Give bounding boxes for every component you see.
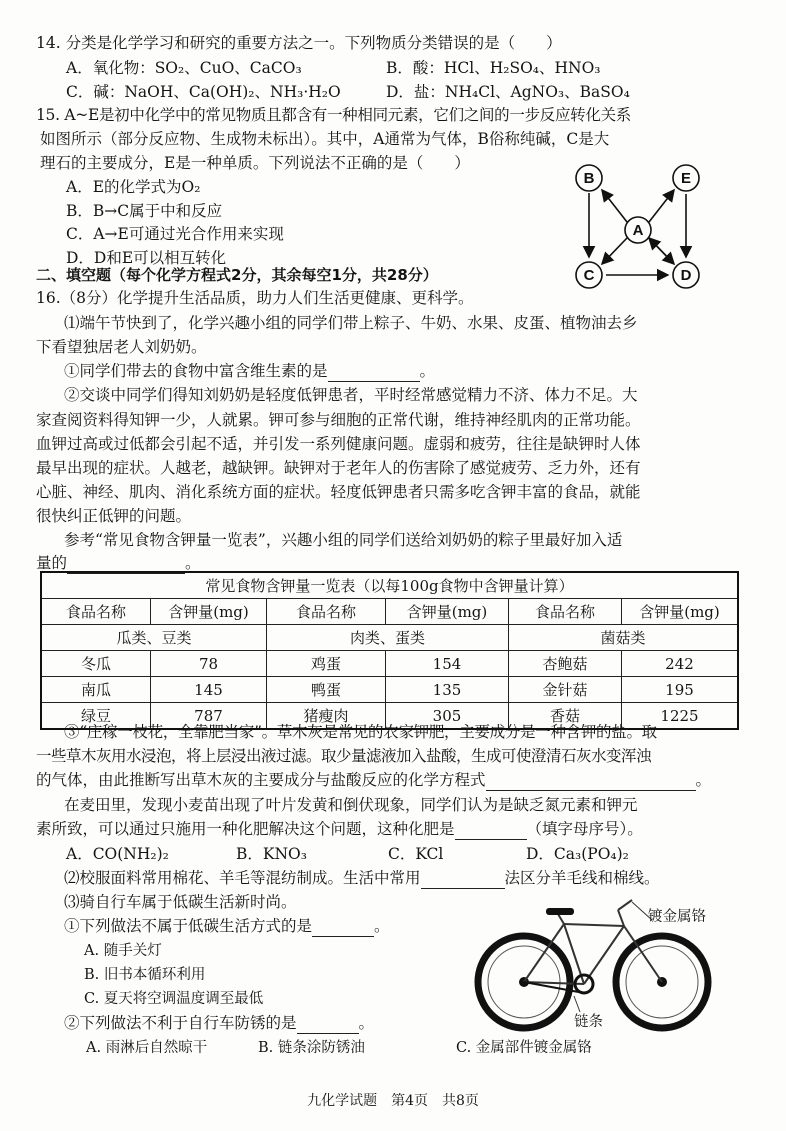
table-row — [41, 677, 738, 703]
bike-label-chrome: 镀金属铬 — [648, 909, 706, 925]
q15-option-c: C．A→E可通过光合作用来实现 — [66, 225, 284, 243]
q15-stem-3: 理石的主要成分，E是一种单质。下列说法不正确的是（ ） — [40, 154, 470, 172]
q16-p2b: 家查阅资料得知钾一少，人就累。钾可参与细胞的正常代谢，维持神经肌肉的正常功能。 — [36, 411, 641, 429]
table-group: 菌菇类 — [509, 625, 739, 651]
table-cell: 南瓜 — [41, 677, 151, 703]
page-footer: 九化学试题 第4页 共8页 — [307, 1093, 479, 1109]
q16-p9-text: ②下列做法不利于自行车防锈的是 — [64, 1014, 297, 1032]
node-b-label: B — [583, 170, 595, 187]
q16-p4a: ③“庄稼一枝花，全靠肥当家”。草木灰是常见的农家钾肥，主要成分是一种含钾的盐。取 — [64, 723, 657, 741]
q14-option-c: C．碱：NaOH、Ca(OH)₂、NH₃·H₂O — [66, 83, 341, 101]
table-header: 含钾量(mg) — [386, 599, 509, 625]
table-cell: 135 — [386, 677, 509, 703]
q16-p6 — [64, 868, 660, 889]
q15-stem-1: 15. A~E是初中化学中的常见物质且都含有一种相同元素，它们之间的一步反应转化关系 — [36, 106, 631, 124]
q16-p2c: 血钾过高或过低都会引起不适，并引发一系列健康问题。虚弱和疲劳，往往是缺钾时人体 — [36, 435, 641, 453]
q16-p9 — [64, 1013, 374, 1034]
q16-q1-text: ①同学们带去的食物中富含维生素的是 — [64, 362, 328, 380]
table-cell: 242 — [622, 651, 739, 677]
table-cell: 鸭蛋 — [267, 677, 386, 703]
answer-blank-lowcarbon[interactable] — [312, 920, 374, 937]
table-header: 食品名称 — [509, 599, 622, 625]
q15-stem-2: 如图所示（部分反应物、生成物未标出）。其中，A通常为气体，B俗称纯碱，C是大 — [40, 130, 610, 148]
table-cell: 787 — [151, 703, 267, 730]
table-group: 肉类、蛋类 — [267, 625, 509, 651]
table-cell: 195 — [622, 677, 739, 703]
q15-option-b: B．B→C属于中和反应 — [66, 202, 223, 220]
q15-option-a: A．E的化学式为O₂ — [66, 178, 201, 196]
q16-p2a: ②交谈中同学们得知刘奶奶是轻度低钾患者，平时经常感觉精力不济、体力不足。大 — [64, 386, 638, 404]
q16-p4c — [36, 770, 711, 791]
answer-blank-fertilizer[interactable] — [455, 823, 527, 840]
q16-fert-option-b: B．KNO₃ — [236, 845, 307, 863]
q16-p7: ⑶骑自行车属于低碳生活新时尚。 — [64, 893, 297, 911]
q16-p8-option-a: A. 随手关灯 — [84, 943, 162, 959]
q16-fert-option-c: C．KCl — [388, 845, 444, 863]
q16-p4c-text: 的气体，由此推断写出草木灰的主要成分与盐酸反应的化学方程式 — [36, 771, 486, 789]
section-2-title: 二、填空题（每个化学方程式2分，其余每空1分，共28分） — [36, 266, 438, 284]
q16-p3b-end: 。 — [185, 554, 201, 572]
table-cell: 猪瘦肉 — [267, 703, 386, 730]
table-cell: 绿豆 — [41, 703, 151, 730]
reaction-diagram — [572, 160, 706, 292]
table-cell: 杏鲍菇 — [509, 651, 622, 677]
q16-q1 — [64, 361, 435, 382]
q16-head: 16.（8分）化学提升生活品质，助力人们生活更健康、更科学。 — [36, 289, 474, 307]
table-group-row — [41, 625, 738, 651]
table-cell: 78 — [151, 651, 267, 677]
q15-option-d: D．D和E可以相互转化 — [66, 249, 227, 267]
q16-p3a: 参考“常见食物含钾量一览表”，兴趣小组的同学们送给刘奶奶的粽子里最好加入适 — [64, 531, 623, 549]
table-cell: 1225 — [622, 703, 739, 730]
q16-p2e: 心脏、神经、肌肉、消化系统方面的症状。轻度低钾患者只需多吃含钾丰富的食品，就能 — [36, 483, 641, 501]
q16-p8-end: 。 — [374, 917, 390, 935]
q14-option-a: A．氧化物：SO₂、CuO、CaCO₃ — [66, 59, 302, 77]
q16-p1a: ⑴端午节快到了，化学兴趣小组的同学们带上粽子、牛奶、水果、皮蛋、植物油去乡 — [64, 314, 638, 332]
q16-p4c-end: 。 — [695, 771, 712, 789]
q16-p9-end: 。 — [358, 1014, 375, 1032]
q16-p1b: 下看望独居老人刘奶奶。 — [36, 338, 207, 356]
table-header: 食品名称 — [41, 599, 151, 625]
table-header: 食品名称 — [267, 599, 386, 625]
q16-p8 — [64, 916, 390, 937]
table-header-row — [41, 599, 738, 625]
node-c-label: C — [583, 267, 595, 284]
answer-blank-method[interactable] — [421, 872, 505, 889]
table-header: 含钾量(mg) — [151, 599, 267, 625]
q16-p2f: 很快纠正低钾的问题。 — [36, 507, 192, 525]
table-cell: 香菇 — [509, 703, 622, 730]
q16-p6-end: 法区分羊毛线和棉线。 — [504, 869, 660, 887]
node-a-label: A — [632, 222, 644, 239]
q16-p9-option-c: C. 金属部件镀金属铬 — [456, 1040, 592, 1056]
q16-p5b — [36, 819, 643, 840]
q16-p6-text: ⑵校服面料常用棉花、羊毛等混纺制成。生活中常用 — [64, 869, 421, 887]
table-cell: 305 — [386, 703, 509, 730]
q16-q1-end: 。 — [419, 362, 436, 380]
q16-p8-option-c: C. 夏天将空调温度调至最低 — [84, 991, 264, 1007]
q16-fert-option-a: A．CO(NH₂)₂ — [66, 845, 169, 863]
table-cell: 145 — [151, 677, 267, 703]
q16-fert-option-d: D．Ca₃(PO₄)₂ — [526, 845, 629, 863]
answer-blank-rust[interactable] — [297, 1017, 359, 1034]
answer-blank-vitamin[interactable] — [328, 365, 420, 382]
table-cell: 金针菇 — [509, 677, 622, 703]
q16-p8-option-b: B. 旧书本循环利用 — [84, 967, 206, 983]
table-header: 含钾量(mg) — [622, 599, 739, 625]
q16-p5b-text: 素所致，可以通过只施用一种化肥解决这个问题，这种化肥是 — [36, 820, 455, 838]
q16-p3b-text: 量的 — [36, 554, 68, 572]
table-group: 瓜类、豆类 — [41, 625, 267, 651]
potassium-table — [40, 571, 739, 730]
q16-p5b-end: （填字母序号）。 — [526, 820, 643, 838]
q16-p9-option-b: B. 链条涂防锈油 — [258, 1040, 365, 1056]
q16-p5a: 在麦田里，发现小麦苗出现了叶片发黄和倒伏现象，同学们认为是缺乏氮元素和钾元 — [64, 796, 638, 814]
q14-option-b: B．酸：HCl、H₂SO₄、HNO₃ — [386, 59, 601, 77]
node-e-label: E — [680, 170, 692, 187]
q16-p8-text: ①下列做法不属于低碳生活方式的是 — [64, 917, 313, 935]
table-title: 常见食物含钾量一览表（以每100g食物中含钾量计算） — [41, 572, 738, 599]
table-cell: 鸡蛋 — [267, 651, 386, 677]
q16-p2d: 最早出现的症状。人越老，越缺钾。缺钾对于老年人的伤害除了感觉疲劳、乏力外，还有 — [36, 459, 641, 477]
node-d-label: D — [680, 267, 692, 284]
q16-p4b: 一些草木灰用水浸泡，将上层浸出液过滤。取少量滤液加入盐酸，生成可使澄清石灰水变浑浊 — [36, 747, 652, 765]
table-cell: 154 — [386, 651, 509, 677]
table-row — [41, 651, 738, 677]
q14-option-d: D．盐：NH₄Cl、AgNO₃、BaSO₄ — [386, 83, 630, 101]
q16-p9-option-a: A. 雨淋后自然晾干 — [86, 1040, 208, 1056]
table-cell: 冬瓜 — [41, 651, 151, 677]
bike-label-chain: 链条 — [574, 1014, 603, 1030]
answer-blank-equation[interactable] — [486, 774, 696, 791]
q14-stem: 14. 分类是化学学习和研究的重要方法之一。下列物质分类错误的是（ ） — [36, 34, 562, 52]
